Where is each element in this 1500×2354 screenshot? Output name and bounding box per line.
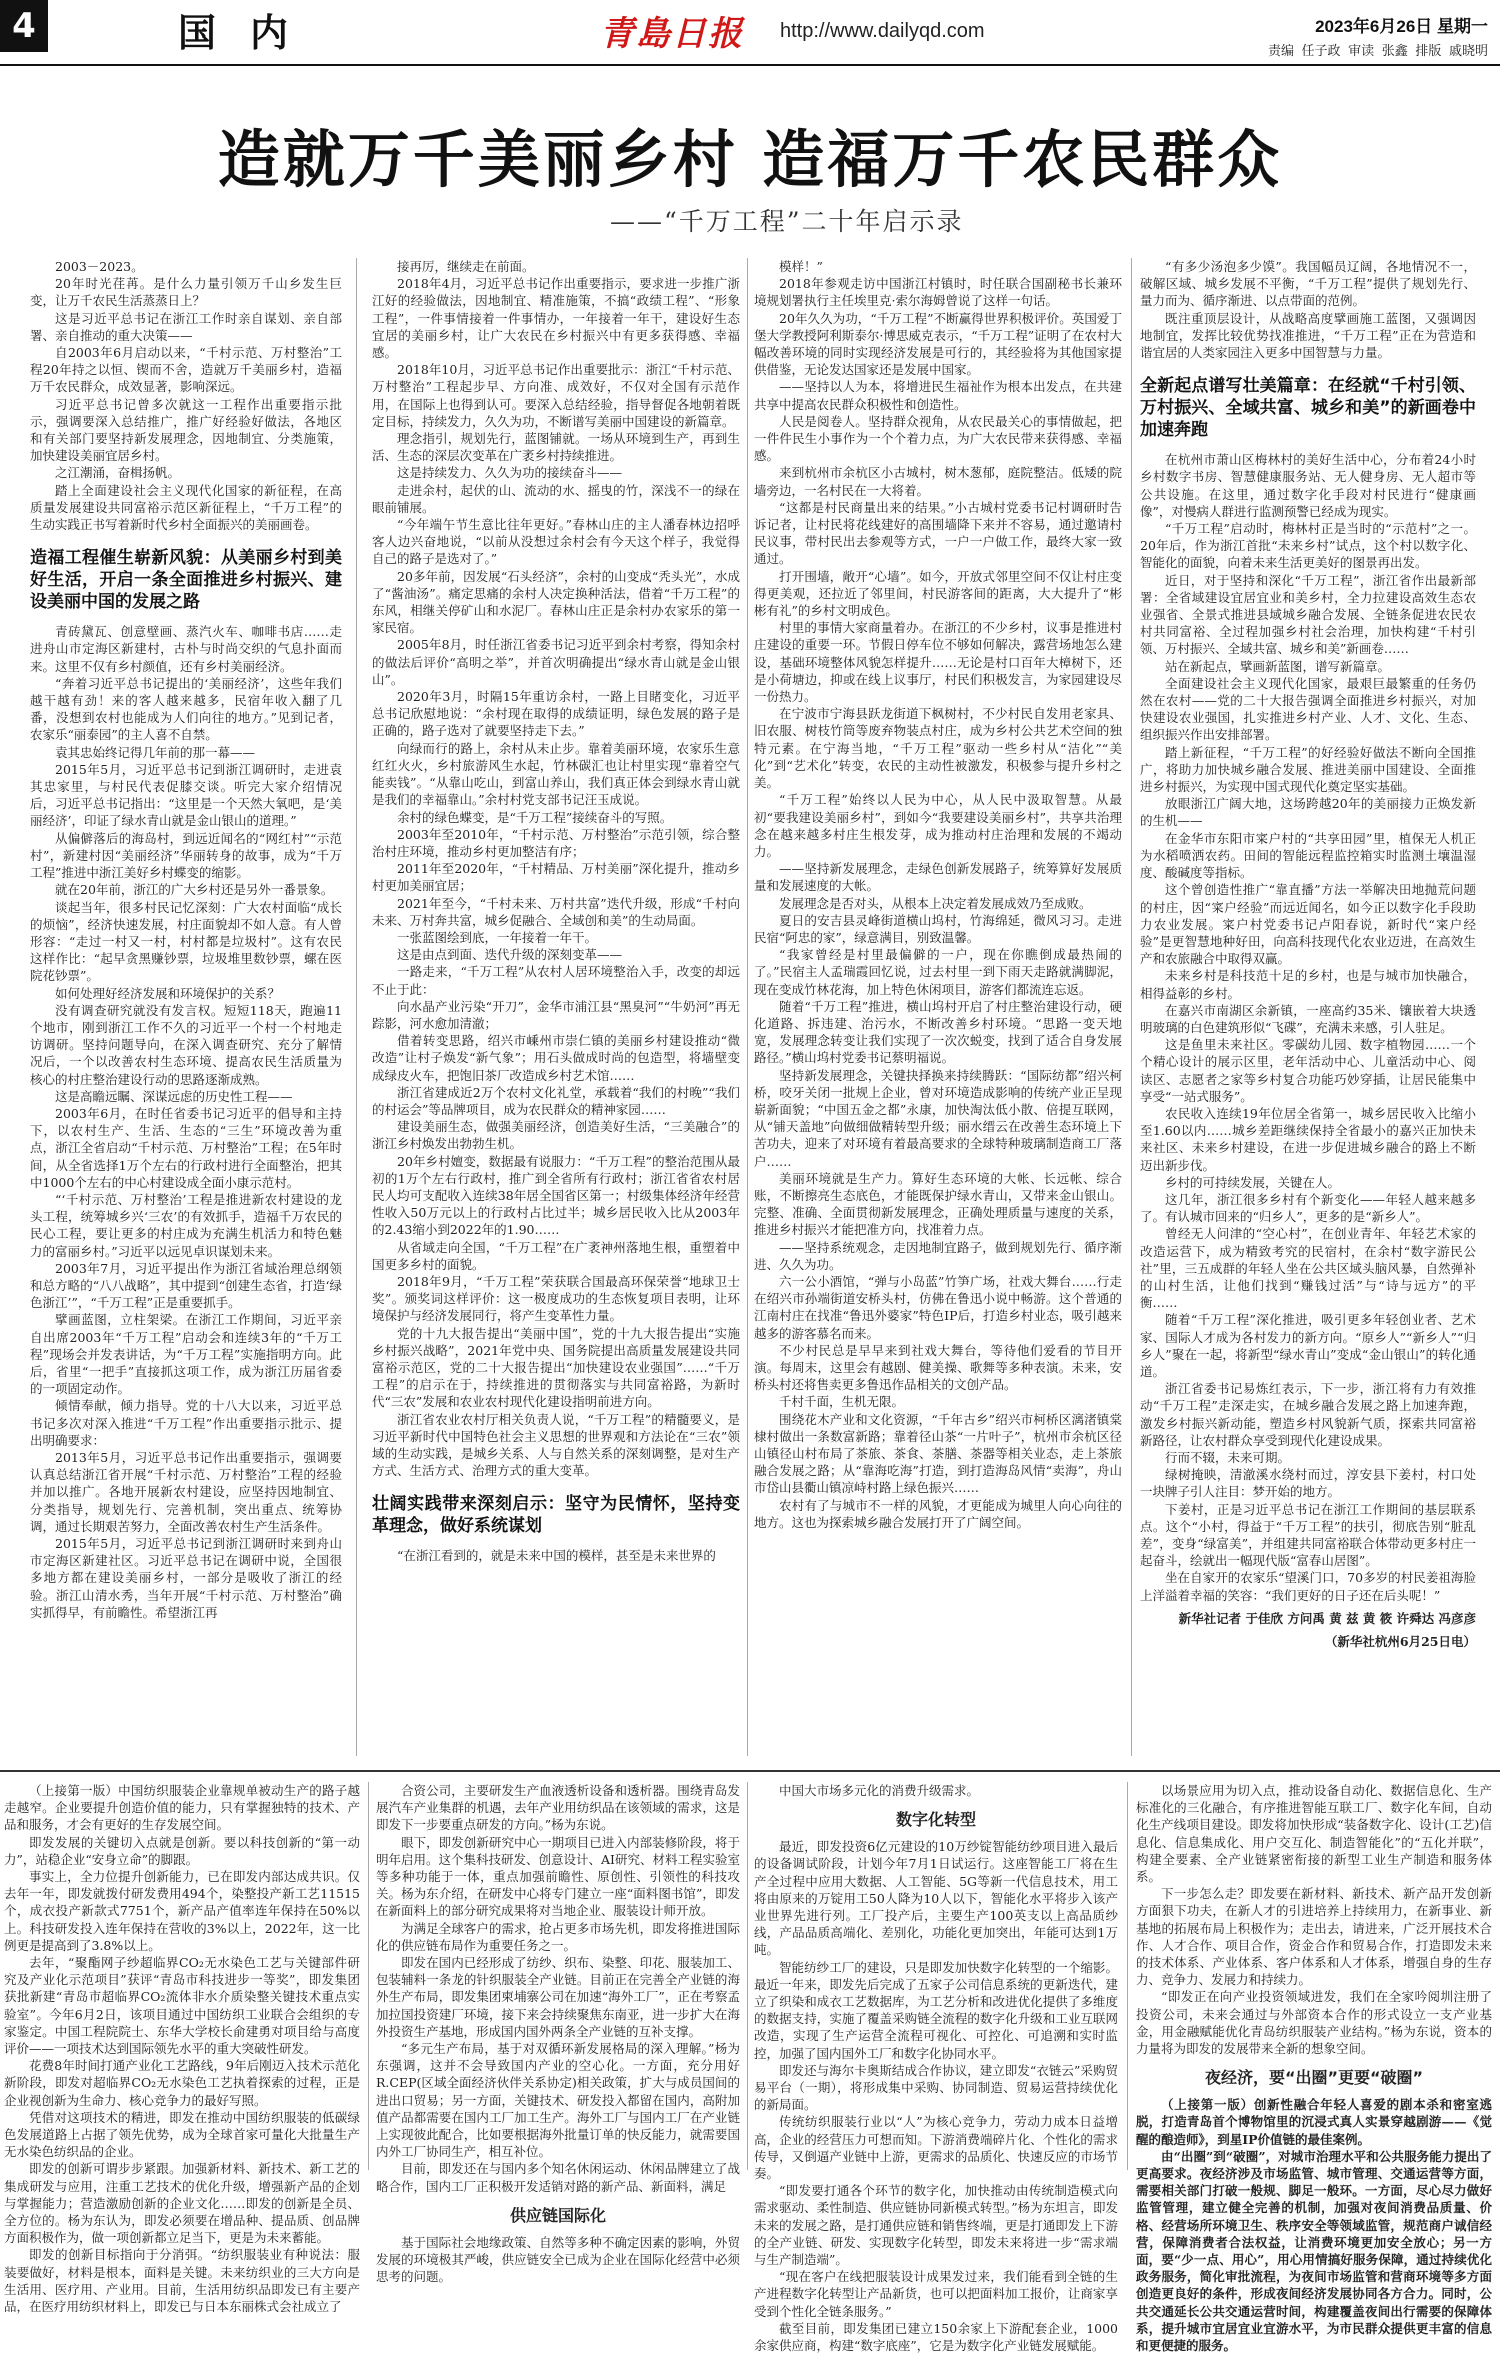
paragraph: 2005年8月，时任浙江省委书记习近平到余村考察，得知余村的做法后评价“高明之举”，并首次明确提出“绿水青山就是金山银山”。 [372, 637, 740, 687]
paragraph: “多元生产布局，基于对双循环新发展格局的深入理解。”杨为东强调，这并不会导致国内产业的空心化。一方面，充分用好R.CEP(区域全面经济伙伴关系协定)相关政策，扩大与成员国间的进出口贸易；另一方面，关键技术、研发投入都留在国内，高附加值产品都需要在国内工厂加工生产。海外工厂与国内工厂在产业链上实现彼此配合，比如要根据海外批量订单的快反能力，就需要国内外工厂协同生产，相互补位。 [376, 2041, 740, 2160]
byline: 新华社记者 于佳欣 方问禹 黄 兹 黄 筱 许舜达 冯彦彦 [1178, 1610, 1476, 1626]
paragraph: （上接第一版）中国纺织服装企业靠规单被动生产的路子越走越窄。企业要提升创造价值的能力，只有掌握独特的技术、产品和服务，才会有更好的生存发展空间。 [4, 1783, 360, 1833]
paragraph: 不少村民总是早早来到社戏大舞台，等待他们爱看的节目开演。每周末，这里会有越剧、健美操、歌舞等多种表演。未来，安桥头村还将售卖更多鲁迅作品相关的文创产品。 [754, 1342, 1122, 1393]
paragraph: 接再厉，继续走在前面。 [397, 259, 535, 274]
paragraph: “千万工程”启动时，梅林村正是当时的“示范村”之一。20年后，作为浙江首批“未来乡村”试点，这个村以数字化、智能化的面貌，向着未来生活更美好的图景再出发。 [1140, 521, 1477, 571]
paragraph: 模样！” [779, 259, 823, 274]
paragraph: 2011年至2020年，“千村精品、万村美丽”深化提升，推动乡村更加美丽宜居； [372, 861, 740, 894]
paragraph: 从偏僻落后的海岛村，到远近闻名的“网红村”“示范村”，新建村因“美丽经济”华丽转身的故事，成为“千万工程”推进中浙江美好乡村蝶变的缩影。 [30, 830, 342, 881]
paragraph: 即发发展的关键切入点就是创新。要以科技创新的“第一动力”，站稳企业“安身立命”的脚跟。 [4, 1834, 360, 1867]
section-title: 国内 [178, 10, 323, 55]
paragraph: 2020年3月，时隔15年重访余村，一路上目睹变化，习近平总书记欣慰地说：“余村现在取得的成绩证明，绿色发展的路子是正确的，路子选对了就要坚持走下去。” [372, 689, 740, 739]
paragraph: 20年久久为功，“千万工程”不断赢得世界积极评价。英国爱丁堡大学教授阿利斯泰尔·博思威克表示，“千万工程”证明了在农村大幅改善环境的同时实现经济发展是可行的，其经验将为其他国家提供借鉴，无论发达国家还是发展中国家。 [754, 310, 1122, 378]
paragraph: 习近平总书记曾多次就这一工程作出重要指示批示，强调要深入总结推广，推广好经验好做法，各地区和有关部门要坚持新发展理念，因地制宜、分类施策，加快建设美丽宜居乡村。 [30, 396, 342, 464]
paragraph: 目前，即发还在与国内多个知名休闲运动、休闲品牌建立了战略合作，国内工厂正积极开发适销对路的新产品、新面料，满足 [376, 2161, 740, 2194]
paragraph: 既注重顶层设计，从战略高度擘画施工蓝图，又强调因地制宜，发挥比较优势找准推进，“千万工程”正在为营造和谐宜居的人类家园注入更多中国智慧与力量。 [1140, 310, 1476, 361]
section-heading: 夜经济，要“出圈”更要“破圈” [1204, 2068, 1424, 2088]
paragraph: “这都是村民商量出来的结果。”小古城村党委书记村调研时告诉记者，让村民将花线建好的高围墙降下来并不容易，通过邀请村民议事，带村民出去参观等方式，一户一户做工作，最终大家一致通过。 [754, 499, 1122, 567]
paragraph: 事实上，全力位提升创新能力，已在即发内部达成共识。仅去年一年，即发就拨付研发费用494个，染整投产新工艺11515个，成衣投产新款式7751个，新产品产值率连年保持在50%以上。科技研发投入连年保持在营收的3%以上，2022年，这一比例更是提高到了3.8%以上。 [4, 1869, 360, 1953]
paragraph: 2015年5月，习近平总书记到浙江调研时，走进袁其忠家里，与村民代表促膝交谈。听完大家介绍情况后，习近平总书记指出：“这里是一个天然大氧吧，是‘美丽经济’，印证了绿水青山就是金山银山的道理。” [30, 761, 342, 829]
paragraph: 随着“千万工程”推进，横山坞村开启了村庄整治建设行动，硬化道路、拆违建、治污水，不断改善乡村环境。“思路一变天地宽，发展理念转变让我们实现了一次次蜕变，找到了适合自身发展路径。”横山坞村党委书记蔡明福说。 [754, 998, 1122, 1066]
paragraph: 余村的绿色蝶变，是“千万工程”接续奋斗的写照。 [397, 809, 673, 825]
paragraph: 最近，即发投资6亿元建设的10万纱锭智能纺纱项目进入最后的设备调试阶段，计划今年7月1日试运行。这座智能工厂将在生产全过程中应用大数据、人工智能、5G等新一代信息技术，用工将由原来的万锭用工50人降为10人以下，智能化水平将步入该产业世界先进行列。工厂投产后，主要生产100英支以上高品质纱线，产品品质高端化、差别化，功能化更加突出，年能可达到1万吨。 [754, 1839, 1118, 1958]
paragraph: 这是习近平总书记在浙江工作时亲自谋划、亲自部署、亲自推动的重大决策—— [30, 310, 342, 343]
paragraph: 发展理念是否对头，从根本上决定着发展成效乃至成败。 [779, 895, 1092, 911]
lower-column-1 [4, 1782, 360, 2315]
paragraph: “我家曾经是村里最偏僻的一户，现在你瞧倒成最热闹的了。”民宿主人孟瑞霞回忆说，过去村里一到下雨天走路就满脚泥，现在变成竹林花海，加上特色休闲项目，游客们都流连忘返。 [754, 947, 1122, 997]
section-heading: 壮阔实践带来深刻启示：坚守为民情怀，坚持变革理念，做好系统谋划 [372, 1494, 740, 1537]
paragraph: 在杭州市萧山区梅林村的美好生活中心，分布着24小时乡村数字书房、智慧健康服务站、无人健身房、无人超市等公共设施。在这里，通过数字化手段对村民进行“健康画像”，对慢病人群进行监测预警已经成为现实。 [1140, 452, 1476, 519]
paragraph: “今年端午节生意比往年更好。”春林山庄的主人潘春林边招呼客人边兴奋地说，“以前从没想过余村会有今天这个样子，我觉得自己的路子是选对了。” [372, 517, 740, 567]
article-column-1 [30, 258, 342, 1756]
newspaper-logo: 青島日报 [600, 14, 744, 54]
paragraph: ——坚持以人为本，将增进民生福祉作为根本出发点，在共建共享中提高农民群众积极性和创造性。 [754, 379, 1122, 412]
column-divider [747, 1782, 748, 2170]
paragraph: 这几年，浙江很多乡村有个新变化——年轻人越来越多了。有认城市回来的“归乡人”，更多的是“新乡人”。 [1140, 1191, 1476, 1225]
site-url[interactable]: http://www.dailyqd.com [780, 20, 985, 42]
paragraph: 传统纺织服装行业以“人”为核心竞争力，劳动力成本日益增高，企业的经营压力可想而知。下游消费端碎片化、个性化的需求传导，又倒逼产业链中上游，更需求的品质化、快速反应的市场节奏。 [754, 2114, 1118, 2182]
paragraph: 近日，对于坚持和深化“千万工程”，浙江省作出最新部署：全省域建设宜居宜业和美乡村，全力拉建设高效生态农业强省、全景式推进县域城乡融合发展、全链条促进农民农村共同富裕、全过程加强乡村社会治理，加快构建“千村引领、万村振兴、全域共富、城乡和美”新画卷…… [1140, 572, 1476, 657]
paragraph: 坚持新发展理念，关键抉择换来持续腾跃：“国际纺都”绍兴柯桥，咬牙关闭一批规上企业，曾对环境造成影响的传统产业正呈现崭新面貌；“中国五金之都”永康，加快淘汰低小散、倍提互联网，从“铺天盖地”向做细做精转型升级；丽水缙云在改善生态环境上下苦功夫，迎来了对环境有着最高要求的全球特种玻璃制造商工厂落户…… [754, 1067, 1122, 1169]
paragraph: 谈起当年，很多村民记忆深刻：广大农村面临“成长的烦恼”，经济快速发展，村庄面貌却不如人意。有人曾形容：“走过一村又一村，村村都是垃圾村”。这有农民这样作比：“起早贪黑赚钞票，垃圾堆里数钞票，螺在医院花钞票”。 [30, 899, 342, 984]
article-column-2 [372, 258, 740, 1756]
paragraph: 随着“千万工程”深化推进，吸引更多年轻创业者、艺术家、国际人才成为各村发力的新方向。“原乡人”“新乡人”“归乡人”聚在一起，将新型“绿水青山”变成“金山银山”的转化通道。 [1140, 1312, 1476, 1379]
paragraph: 2018年10月，习近平总书记作出重要批示：浙江“千村示范、万村整治”工程起步早、方向准、成效好，不仅对全国有示范作用，在国际上也得到认可。要深入总结经验，指导督促各地朝着既定目标，持续发力，久久为功，不断谱写美丽中国建设的新篇章。 [372, 362, 740, 429]
paragraph: 美丽环境就是生产力。算好生态环境的大帐、长远帐、综合账，不断擦亮生态底色，才能既保护绿水青山，又带来金山银山。完整、准确、全面贯彻新发展理念，正确处理质量与速度的关系，推进乡村振兴才能把准方向，找准着力点。 [754, 1170, 1122, 1238]
paragraph: 即发的创新目标指向于分消弭。“纺织服装业有种说法：服装要做好，材料是根本，面料是关键。未来纺织业的三大方向是生活用、医疗用、产业用。目前，生活用纺织品即发已有主要产品，在医疗用纺织材料上，即发已与日本东丽株式会社成立了 [4, 2247, 360, 2315]
paragraph: 这是鱼里未来社区。零碳幼儿园、数字植物园……一个个精心设计的展示区里，老年活动中心、儿童活动中心、阅读区、志愿者之家等乡村复合功能巧妙穿插，让居民能集中享受“一站式服务”。 [1140, 1037, 1476, 1104]
paragraph: 向绿而行的路上，余村从未止步。靠着美丽环境，农家乐生意红红火火，乡村旅游风生水起，竹林碳汇也让村里实现“靠着空气能卖钱”。“从靠山吃山，到富山养山，我们真正体会到绿水青山就是我们的幸福靠山。”余村村党支部书记汪玉成说。 [372, 740, 740, 808]
paragraph: 2021年至今，“千村未来、万村共富”迭代升级，形成“千村向未来、万村奔共富，城乡促融合、全域创和美”的生动局面。 [372, 895, 740, 928]
article-column-3 [754, 258, 1122, 1756]
paragraph: “即发正在向产业投资领域进发，我们在全家吟阅圳注册了投资公司，未来会通过与外部资本合作的形式设立一支产业基金，用金融赋能优化青岛纺织服装产业结构。”杨为东说，资本的力量将为即发的发展带来全新的想象空间。 [1136, 1989, 1492, 2057]
column-divider [368, 1782, 369, 2170]
paragraph: 去年，“聚酯网子纱超临界CO₂无水染色工艺与关键部件研究及产业化示范项目”获评“青岛市科技进步一等奖”，即发集团获批新建“青岛市超临界CO₂流体非水介质染整关键技术重点实验室”。今年6月2日，该项目通过中国纺织工业联合会组织的专家鉴定。中国工程院院士、东华大学校长俞建勇对项目给与高度评价——一项技术达到国际领先水平的重大突破性研发。 [4, 1955, 360, 2057]
paragraph: 党的十九大报告提出“美丽中国”，党的十九大报告提出“实施乡村振兴战略”，2021年党中央、国务院提出高质量发展建设共同富裕示范区，党的二十大报告提出“加快建设农业强国”……“千万工程”的启示在于，持续推进的贯彻落实与共同富裕路，为新时代“三农”发展和农业农村现代化建设指明前进方向。 [372, 1325, 740, 1410]
lower-column-2 [376, 1782, 740, 2285]
paragraph: 基于国际社会地缘政策、自然等多种不确定因素的影响，外贸发展的环境极其严峻，供应链安全已成为企业在国际化经营中必须思考的问题。 [376, 2234, 740, 2285]
section-heading: 供应链国际化 [509, 2205, 606, 2225]
paragraph: 下一步怎么走？即发要在新材料、新技术、新产品开发创新方面狠下功夫，在新人才的引进培养上持续用力，在新事业、新基地的拓展布局上积极作为；走出去，请进来，广泛开展技术合作、人才合作、项目合作，资金合作和贸易合作，打造即发未来的技术体系、产业体系、客户体系和人才体系，增强自身的生存力、竞争力、发展力和持续力。 [1136, 1886, 1492, 1988]
paragraph: 中国大市场多元化的消费升级需求。 [779, 1783, 980, 1798]
paragraph: 浙江省委书记易炼红表示，下一步，浙江将有力有效推动“千万工程”走深走实，在城乡融合发展之路上加速奔跑，激发乡村振兴新动能，塑造乡村风貌新气质，探索共同富裕新路径，让农村群众享受到现代化建设成果。 [1140, 1381, 1476, 1448]
paragraph: 一路走来，“千万工程”从农村人居环境整治入手，改变的却远不止于此： [372, 964, 740, 997]
paragraph: 理念指引，规划先行，蓝图铺就。一场从环境到生产，再到生活、生态的深层次变革在广袤乡村持续推进。 [372, 431, 740, 464]
paragraph: 一张蓝图绘到底，一年接着一年干。 [397, 929, 598, 945]
paragraph: 擘画蓝图，立柱架梁。在浙江工作期间，习近平亲自出席2003年“千万工程”启动会和连续3年的“千万工程”现场会并发表讲话，为“千万工程”实施指明方向。此后，省里“一把手”直接抓这项工作，成为浙江历届省委的一项固定动作。 [30, 1312, 342, 1397]
paragraph: 如何处理好经济发展和环境保护的关系？ [55, 985, 281, 1001]
section-heading: 数字化转型 [895, 1810, 976, 1830]
paragraph: 农村有了与城市不一样的风貌，才更能成为城里人向心向往的地方。这也为探索城乡融合发展打开了广阔空间。 [754, 1497, 1122, 1530]
column-divider [356, 258, 357, 1756]
paragraph: 绿树掩映，清澈溪水绕村而过，淳安县下姜村，村口处一块牌子引人注目：梦开始的地方。 [1140, 1467, 1476, 1500]
masthead [0, 0, 1500, 64]
paragraph: 下姜村，正是习近平总书记在浙江工作期间的基层联系点。这个“小村，得益于“千万工程”的扶引，彻底告别“脏乱差”，变身“绿富美”，并组建共同富裕联合体带动更多村庄一起奋斗，绘就出一幅现代版“富春山居图”。 [1140, 1501, 1476, 1569]
paragraph: 踏上新征程，“千万工程”的好经验好做法不断向全国推广，将助力加快城乡融合发展、推进美丽中国建设、全面推进乡村振兴，为实现中国式现代化奠定坚实基础。 [1140, 744, 1476, 795]
paragraph: 花费8年时间打通产业化工艺路线，9年后刚迈入技术示范化新阶段，即发对超临界CO₂无水染色工艺执着探索的过程，正是企业视创新为生命力、核心竞争力的最好写照。 [4, 2058, 360, 2108]
paragraph: 袁其忠始终记得几年前的那一幕—— [55, 744, 256, 760]
paragraph: 凭借对这项技术的精进，即发在推动中国纺织服装的低碳绿色发展道路上占据了领先优势，成为全球首家可量化大批量生产无水染色纺织品的企业。 [4, 2109, 360, 2160]
paragraph: 站在新起点，擘画新蓝图，谱写新篇章。 [1165, 658, 1391, 674]
paragraph: ——坚持系统观念，走因地制宜路子，做到规划先行、循序渐进、久久为功。 [754, 1239, 1122, 1272]
paragraph: 就在20年前，浙江的广大乡村还是另外一番景象。 [55, 882, 334, 898]
paragraph: 这是由点到面、迭代升级的深刻变革—— [397, 947, 623, 963]
paragraph: 即发在国内已经形成了纺纱、织布、染整、印花、服装加工、包装辅料一条龙的针织服装全产业链。目前正在完善全产业链的海外生产布局，即发集团柬埔寨公司在加速“海外工厂”，正在考察孟加拉国投资建厂环境，接下来会持续聚焦东南亚，进一步扩大在海外投资生产基地，形成国内国外两条全产业链的互补支撑。 [376, 1955, 740, 2039]
paragraph: 建设美丽生态，做强美丽经济，创造美好生活，“三美融合”的浙江乡村焕发出勃勃生机。 [372, 1119, 740, 1152]
paragraph: 2018年9月，“千万工程”荣获联合国最高环保荣誉“地球卫士奖”。颁奖词这样评价：这一极度成功的生态恢复项目表明，让环境保护与经济发展同行，将产生变革性力量。 [372, 1273, 740, 1324]
issue-date: 2023年6月26日 星期一 [1315, 17, 1488, 36]
section-divider [0, 1770, 1500, 1772]
masthead-divider [0, 64, 1500, 66]
paragraph: 走进余村，起伏的山、流动的水、摇曳的竹，深浅不一的绿在眼前铺展。 [372, 482, 740, 515]
paragraph: 20年时光荏苒。是什么力量引领万千山乡发生巨变，让万千农民生活蒸蒸日上？ [30, 276, 342, 309]
paragraph: 即发还与海尔卡奥斯结成合作协议，建立即发“衣链云”采购贸易平台（一期），将形成集中采购、协同制造、贸易运营持续优化的新局面。 [754, 2062, 1118, 2113]
paragraph: 浙江省农业农村厅相关负责人说，“千万工程”的精髓要义，是习近平新时代中国特色社会主义思想的世界观和方法论在“三农”领域的生动实践，是城乡关系、人与自然关系的深刻调整，是对生产方式、生活方式、治理方式的重大变革。 [372, 1411, 740, 1479]
article-column-4 [1140, 258, 1476, 1756]
column-divider [1131, 258, 1132, 1756]
paragraph: 2013年5月，习近平总书记作出重要指示，强调要认真总结浙江省开展“千村示范、万村整治”工程的经验并加以推广。各地开展新农村建设，应坚持因地制宜、分类指导，规划先行、完善机制，突出重点、统筹协调，通过长期艰苦努力，全面改善农村生产生活条件。 [30, 1450, 342, 1534]
paragraph: 以场景应用为切入点，推动设备自动化、数据信息化、生产标准化的三化融合，有序推进智能互联工厂、数字化车间，自动化生产线项目建设。即发将加快形成“装备数字化、设计(工艺)信息化、信息集成化、用户交互化、制造智能化”的“五化并联”，构建全要素、全产业链紧密衔接的新型工业生产制造和服务体系。 [1136, 1783, 1492, 1885]
paragraph: 人民是阅卷人。坚持群众视角，从农民最关心的事情做起，把一件件民生小事作为一个个着力点，为广大农民带来获得感、幸福感。 [754, 413, 1122, 464]
lower-column-4 [1136, 1782, 1492, 2354]
paragraph: 向水晶产业污染“开刀”，金华市浦江县“黑臭河”“牛奶河”再无踪影，河水愈加清澈； [372, 998, 740, 1031]
paragraph: “‘千村示范、万村整治’工程是推进新农村建设的龙头工程，统筹城乡兴‘三农’的有效抓手，造福千万农民的民心工程，要让更多的村庄成为充满生机活力和特色魅力的富丽乡村。”习近平以远见卓识谋划未来。 [30, 1191, 342, 1259]
paragraph: 2015年5月，习近平总书记到浙江调研时来到舟山市定海区新建社区。习近平总书记在调研中说，全国很多地方都在建设美丽乡村，一部分是吸收了浙江的经验。浙江山清水秀，当年开展“千村示范、万村整治”确实抓得早，有前瞻性。希望浙江再 [30, 1536, 342, 1620]
paragraph: 夏日的安吉县灵峰街道横山坞村，竹海绵延，微风习习。走进民宿“阿忠的家”，绿意满目，别致温馨。 [754, 912, 1122, 945]
paragraph: 自2003年6月启动以来，“千村示范、万村整治”工程20年持之以恒、锲而不舍，造就万千美丽乡村，造福万千农民群众，成效显著，影响深远。 [30, 345, 342, 395]
paragraph: 坐在自家开的农家乐“望溪门口，70多岁的村民姜祖海脸上洋溢着幸福的笑容：“我们更好的日子还在后头呢！” [1140, 1570, 1476, 1603]
dateline: （新华社杭州6月25日电） [1324, 1634, 1476, 1650]
paragraph: 借着转变思路，绍兴市嵊州市崇仁镇的美丽乡村建设推动“微改造”让村子焕发“新气象”；用石头做成时尚的包造型，将墙壁变成绿皮火车，把饱旧茶厂改造成乡村艺术馆…… [372, 1033, 740, 1083]
paragraph: 没有调查研究就没有发言权。短短118天，跑遍11个地市，刚到浙江工作不久的习近平一个村一个村地走访调研。坚持问题导向，在深入调查研究、充分了解情况后，一个以改善农村生态环境、提高农民生活质量为核心的村庄整治建设行动的思路逐渐成熟。 [30, 1002, 342, 1087]
paragraph: 之江潮涌，奋楫扬帆。 [55, 465, 181, 481]
paragraph: “现在客户在线把服装设计成果发过来，我们能看到全链的生产进程数字化转型让产品新货，也可以把面料加工报价，让商家享受到个性化全链条服务。” [754, 2269, 1118, 2319]
column-divider [1127, 1782, 1128, 2170]
editor-credits: 责编 任子政 审读 张鑫 排版 戚晓明 [1267, 43, 1488, 58]
lower-column-3 [754, 1782, 1118, 2354]
subheadline: ——“千万工程”二十年启示录 [610, 207, 964, 236]
paragraph: 这个曾创造性推广“靠直播”方法一举解决田地抛荒问题的村庄，因“寀户经验”而远近闻名，如今正以数字化手段助力农业发展。寀户村党委书记卢阳春说，新时代“寀户经验”是更智慧地种好田，向高科技现代化农业迈进，在高效生产和农旅融合中取得双赢。 [1140, 882, 1476, 967]
paragraph: 截至目前，即发集团已建立150余家上下游配套企业，1000余家供应商，构建“数字底座”，它是为数字化产业链发展赋能。 [754, 2320, 1118, 2354]
paragraph: 踏上全面建设社会主义现代化国家的新征程，在高质量发展建设共同富裕示范区新征程上，“千万工程”的生动实践正书写着新时代乡村全面振兴的美丽画卷。 [30, 482, 342, 533]
paragraph: 2003年至2010年，“千村示范、万村整治”示范引领，综合整治村庄环境，推动乡村更加整洁有序； [372, 826, 740, 859]
paragraph: 浙江省建成近2万个农村文化礼堂，承载着“我们的村晚”“我们的村运会”等品牌项目，成为农民群众的精神家园…… [372, 1084, 740, 1117]
paragraph: 2018年4月，习近平总书记作出重要指示，要求进一步推广浙江好的经验做法，因地制宜、精准施策，不搞“政绩工程”、“形象工程”，一件事情接着一件事情办，一年接着一年干，建设好生态宜居的美丽乡村，让广大农民在乡村振兴中有更多获得感、幸福感。 [372, 276, 740, 361]
paragraph: “千万工程”始终以人民为中心，从人民中汲取智慧。从最初“要我建设美丽乡村”，到如今“我要建设美丽乡村”，共享共治理念在越来越多村庄生根发芽，成为推动村庄治理和发展的不竭动力。 [754, 792, 1122, 859]
paragraph: 即发的创新可谓步步紧跟。加强新材料、新技术、新工艺的集成研发与应用，注重工艺技术的优化升级，增强新产品的企划与掌握能力；营造激励创新的企业文化……即发的创新是全员、全方位的。杨为东认为，即发必须要在增品种、提品质、创品牌方面积极作为，做一项创新都立足当下，更是为未来蓄能。 [4, 2161, 360, 2246]
paragraph: 在嘉兴市南湖区余新镇，一座高约35米、镶嵌着大块透明玻璃的白色建筑形似“飞碟”，充满未来感，引人驻足。 [1140, 1002, 1476, 1035]
paragraph: 这是持续发力、久久为功的接续奋斗—— [397, 465, 623, 481]
paragraph: 曾经无人问津的“空心村”，在创业青年、年轻艺术家的改造运营下，成为精致考究的民宿村，在余村“数字游民公社”里，三五成群的年轻人坐在公共区域头脑风暴，自然弹补的山村生活，让他们找到“赚钱过活”与“诗与远方”的平衡…… [1140, 1226, 1476, 1311]
paragraph: “有多少汤泡多少馍”。我国幅员辽阔，各地情况不一，破解区域、城乡发展不平衡，“千万工程”提供了规划先行、量力而为、循序渐进、以点带面的范例。 [1140, 259, 1476, 309]
paragraph: 在金华市东阳市寀户村的“共享田园”里，植保无人机正为水稻喷洒农药。田间的智能远程监控箱实时监测土壤温湿度、酸碱度等指标。 [1140, 830, 1476, 881]
paragraph: 打开围墙，敞开“心墙”。如今，开放式邻里空间不仅让村庄变得更美观，还拉近了邻里间，村民游客间的距离，大大提升了“彬彬有礼”的乡村文明成色。 [754, 568, 1122, 619]
paragraph: 农民收入连续19年位居全省第一，城乡居民收入比缩小至1.60以内……城乡差距继续保持全省最小的嘉兴正加快未来社区、未来乡村建设，在进一步促进城乡融合的路上不断迈出新步伐。 [1140, 1105, 1476, 1173]
paragraph: 行而不辍，未来可期。 [1165, 1450, 1291, 1465]
paragraph: “即发要打通各个环节的数字化，加快推动由传统制造模式向需求驱动、柔性制造、供应链协同新模式转型。”杨为东坦言，即发未来的发展之路，是打通供应链和销售终端，更是打通即发上下游的全产业链、研发、实现数字化转型，即发未来将进一步“需求端与生产制造端”。 [754, 2183, 1118, 2268]
paragraph: 围绕花木产业和文化资源，“千年古乡”绍兴市柯桥区漓渚镇棠棣村做出一条数富新路；靠着径山茶“一片叶子”，杭州市余杭区径山镇径山村布局了茶旅、茶食、茶膳、茶器等相关业态，走上茶旅融合发展之路；从“靠海吃海”打造，到打造海岛风情“卖海”，舟山市岱山县衢山镇凉峙村路上绿色振兴…… [754, 1411, 1122, 1496]
paragraph: 村里的事情大家商量着办。在浙江的不少乡村，议事是推进村庄建设的重要一环。节假日停车位不够如何解决，露营场地怎么建设，基础环境整体风貌怎样提升……无论是村口百年大樟树下，还是小荷塘边，抑或在线上议事厅，村民们积极发言，为家园建设尽一份热力。 [754, 620, 1122, 705]
paragraph: 六一公小酒馆，“弹与小岛蓝”竹笋广场，社戏大舞台……行走在绍兴市孙端街道安桥头村，仿佛在鲁迅小说中畅游。这个普通的江南村庄在找准“鲁迅外婆家”特色IP后，打造乡村业态，吸引越来越多的游客慕名而来。 [754, 1273, 1122, 1341]
paragraph: 青砖黛瓦、创意壁画、蒸汽火车、咖啡书店……走进舟山市定海区新建村，古朴与时尚交织的气息扑面而来。这里不仅有乡村颜值，还有乡村美丽经济。 [30, 624, 342, 674]
paragraph: 千村千面，生机无限。 [779, 1394, 905, 1410]
paragraph: 20多年前，因发展“石头经济”，余村的山变成“秃头光”，水成了“酱油汤”。痛定思痛的余村人决定换种活法，借着“千万工程”的东风，相继关停矿山和水泥厂。春林山庄正是余村办农家乐的第一家民宿。 [372, 568, 740, 636]
paragraph: 2003年7月，习近平提出作为浙江省域治理总纲领和总方略的“八八战略”，其中提到“创建生态省，打造‘绿色浙江’”，“千万工程”正是重要抓手。 [30, 1260, 342, 1311]
paragraph: 智能纺纱工厂的建设，只是即发加快数字化转型的一个缩影。最近一年来，即发先后完成了五家子公司信息系统的更新迭代，建立了织染和成衣工艺数据库，为工艺分析和改进优化提供了多维度的数据支持，实施了覆盖采购链全流程的数字化升级和工业互联网改造，实现了生产运营全流程可视化、可控化、可追溯和实时监控，加强了国内国外工厂和数字化协同水平。 [754, 1959, 1118, 2061]
column-divider [747, 258, 748, 1756]
paragraph: 这是高瞻远瞩、深谋远虑的历史性工程—— [55, 1088, 293, 1104]
paragraph: 乡村的可持续发展，关键在人。 [1165, 1174, 1341, 1190]
paragraph: 在宁波市宁海县跃龙街道下枫树村，不少村民自发用老家具、旧农服、树枝竹筒等废弃物装点村庄，成为乡村公共艺术空间的独特元素。在宁海当地，“千万工程”驱动一些乡村从“洁化”“美化”到“艺术化”转变，农民的主动性被激发，积极参与提升乡村之美。 [754, 706, 1122, 791]
paragraph: 由“出圈”到“破圈”，对城市治理水平和公共服务能力提出了更高要求。夜经济涉及市场监管、城市管理、交通运营等方面，需要相关部门打破一般规、脚足一般环。一方面，尽心尽力做好监管管理，建立健全完善的机制，加强对夜间消费品质量、价格、经营场所环境卫生、秩序安全等领域监管，规范商户诚信经营，保障消费者合法权益，让消费环境更加安全放心；另一方面，要“少一点、用心”，用心用情搞好服务保障，通过持续优化政务服务，简化审批流程，为夜间市场监管和营商环境等多方面创造更良好的条件，形成夜间经济发展协同各方合力。同时，公共交通延长公共交通运营时间，构建覆盖夜间出行需要的保障体系，提升城市宜居宜业宜游水平，为市民群众提供更丰富的信息和更便捷的服务。 [1136, 2148, 1492, 2354]
paragraph: 为满足全球客户的需求，抢占更多市场先机，即发将推进国际化的供应链布局作为重要任务之一。 [376, 1920, 740, 1953]
headline: 造就万千美丽乡村 造福万千农民群众 [217, 123, 1283, 196]
paragraph: 20年乡村嬗变，数据最有说服力：“千万工程”的整治范围从最初的1万个左右行政村，推广到全省所有行政村；浙江省省农村居民人均可支配收入连续38年居全国省区第一；村级集体经济年经营性收入50万元以上的行政村占比过半；城乡居民收入比从2003年的2.43缩小到2022年的1.90…… [372, 1153, 740, 1238]
paragraph: 2003年6月，在时任省委书记习近平的倡导和主持下，以农村生产、生活、生态的“三生”环境改善为重点，浙江全省启动“千村示范、万村整治”工程；在5年时间，从全省选择1万个左右的行政村进行全面整治，把其中1000个左右的中心村建设成全面小康示范村。 [30, 1105, 342, 1190]
paragraph: 2003－2023。 [55, 259, 144, 274]
paragraph: 倾情奉献，倾力指导。党的十八大以来，习近平总书记多次对深入推进“千万工程”作出重要指示批示、提出明确要求： [30, 1398, 342, 1448]
paragraph: （上接第一版）创新性融合年轻人喜爱的剧本杀和密室逃脱，打造青岛首个博物馆里的沉浸式真人实景穿越剧游——《觉醒的酿造师》，到星IP价值链的最佳案例。 [1136, 2097, 1492, 2147]
paragraph: 放眼浙江广阔大地，这场跨越20年的美丽接力正焕发新的生机—— [1140, 796, 1476, 829]
paragraph: “在浙江看到的，就是未来中国的模样，甚至是未来世界的 [397, 1548, 716, 1564]
paragraph: 合资公司，主要研发生产血液透析设备和透析器。围绕青岛发展汽车产业集群的机遇，去年产业用纺织品在该领域的需求，这是即发下一步要重点研发的方向。”杨为东说。 [376, 1783, 740, 1833]
page-number: 4 [0, 0, 48, 52]
paragraph: ——坚持新发展理念，走绿色创新发展路子，统筹算好发展质量和发展速度的大帐。 [754, 861, 1122, 894]
paragraph: 从省域走向全国，“千万工程”在广袤神州落地生根，重塑着中国更多乡村的面貌。 [372, 1239, 740, 1272]
paragraph: 未来乡村是科技范十足的乡村，也是与城市加快融合，相得益彰的乡村。 [1140, 968, 1476, 1001]
paragraph: “奔着习近平总书记提出的‘美丽经济’，这些年我们越干越有劲！来的客人越来越多，民宿年收入翻了几番，没想到农村也能成为人们向往的地方。”见到记者，农家乐“丽泰园”的主人喜不自禁。 [30, 675, 342, 743]
paragraph: 全面建设社会主义现代化国家，最艰巨最繁重的任务仍然在农村——党的二十大报告强调全面推进乡村振兴，对加快建设农业强国，扎实推进乡村产业、人才、文化、生态、组织振兴作出安排部署。 [1140, 675, 1476, 743]
paragraph: 来到杭州市余杭区小古城村，树木葱郁，庭院整洁。低矮的院墙旁边，一名村民在一大将着。 [754, 465, 1122, 498]
paragraph: 2018年参观走访中国浙江村镇时，时任联合国副秘书长兼环境规划署执行主任埃里克·索尔海姆曾说了这样一句话。 [754, 276, 1122, 309]
section-heading: 造福工程催生崭新风貌：从美丽乡村到美好生活，开启一条全面推进乡村振兴、建设美丽中国的发展之路 [30, 548, 342, 613]
section-heading: 全新起点谱写壮美篇章：在经就“千村引领、万村振兴、全域共富、城乡和美”的新画卷中加速奔跑 [1140, 376, 1476, 441]
paragraph: 眼下，即发创新研究中心一期项目已进入内部装修阶段，将于明年启用。这个集科技研发、创意设计、AI研究、材料工程实验室等多种功能于一体，重点加强前瞻性、原创性、引领性的科技攻关。杨为东介绍，在研发中心将专门建立一座“面料图书馆”，即发在新面料上的部分研究成果将对当地企业、服装设计师开放。 [376, 1834, 740, 1919]
